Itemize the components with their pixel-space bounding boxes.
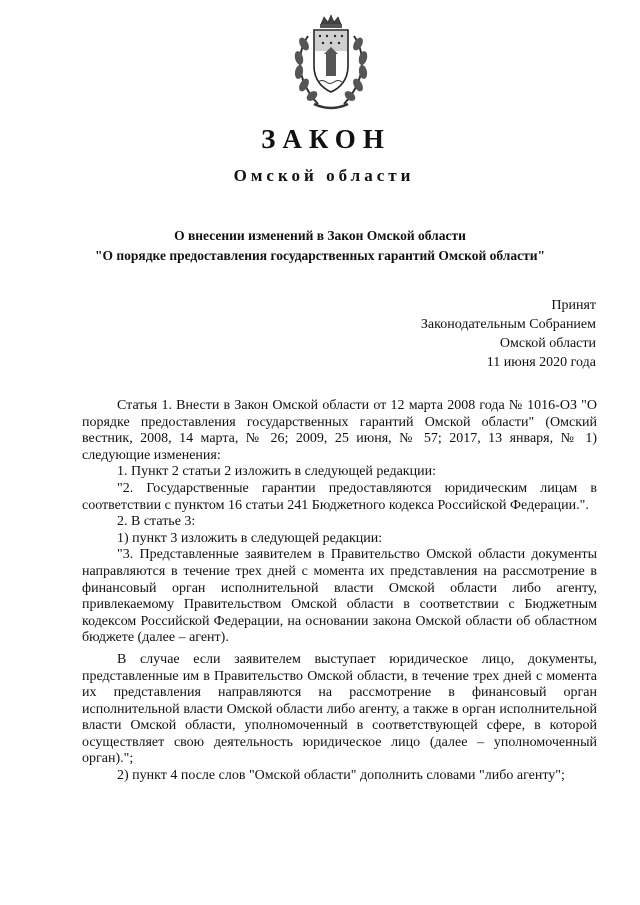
region-subtitle: Омской области	[233, 166, 415, 185]
amendment-subitem-2: 2) пункт 4 после слов "Омской области" дополнить словами "либо агенту";	[117, 768, 565, 784]
subject-line-2: "О порядке предоставления государственных гарантий Омской области"	[94, 248, 545, 263]
subject-line-1: О внесении изменений в Закон Омской области	[174, 228, 466, 243]
law-body	[82, 398, 597, 785]
document-type-title: ЗАКОН	[261, 124, 391, 154]
omsk-coat-of-arms-icon	[288, 14, 374, 114]
adoption-line-3: Омской области	[499, 336, 596, 351]
law-subject-heading	[0, 226, 640, 266]
adoption-line-1: Принят	[551, 298, 596, 313]
amendment-item-1-text: "2. Государственные гарантии предоставляются юридическим лицам в соответствии с пунктом 16 статьи 241 Бюджетного кодекса Российской Федерации.".	[82, 480, 597, 513]
amendment-item-2: 2. В статье 3:	[117, 514, 196, 530]
amendment-subitem-1-text-continued: В случае если заявителем выступает юридическое лицо, документы, представленные им в Правительство Омской области, в течение трех дней с момента их представления направляются на рассмотрение в финансовый орган исполнительной власти Омской области либо агенту, а также в орган исполнительной власти Омской области, уполномоченный в соответствующей сфере, в которой осуществляет свою деятельность юридическое лицо (далее – уполномоченный орган).";	[82, 651, 597, 767]
amendment-item-1: 1. Пункт 2 статьи 2 изложить в следующей редакции:	[117, 464, 436, 480]
adoption-date: 11 июня 2020 года	[486, 355, 596, 370]
adoption-block	[421, 296, 596, 372]
article-1-paragraph: Статья 1. Внести в Закон Омской области от 12 марта 2008 года № 1016-ОЗ "О порядке предоставления государственных гарантий Омской области" (Омский вестник, 2008, 14 марта, № 26; 2009, 25 июня, № 57; 2017, 13 января, № 1) следующие изменения:	[82, 398, 597, 463]
amendment-subitem-1-text: "3. Представленные заявителем в Правительство Омской области документы направляются в течение трех дней с момента их представления на рассмотрение в финансовый орган исполнительной власти Омской области либо агенту, привлекаемому Правительством Омской области в соответствии с Бюджетным кодексом Российской Федерации, на основании закона Омской области об областном бюджете (далее – агент).	[82, 547, 597, 646]
amendment-subitem-1: 1) пункт 3 изложить в следующей редакции:	[117, 530, 383, 546]
adoption-line-2: Законодательным Собранием	[420, 317, 596, 332]
